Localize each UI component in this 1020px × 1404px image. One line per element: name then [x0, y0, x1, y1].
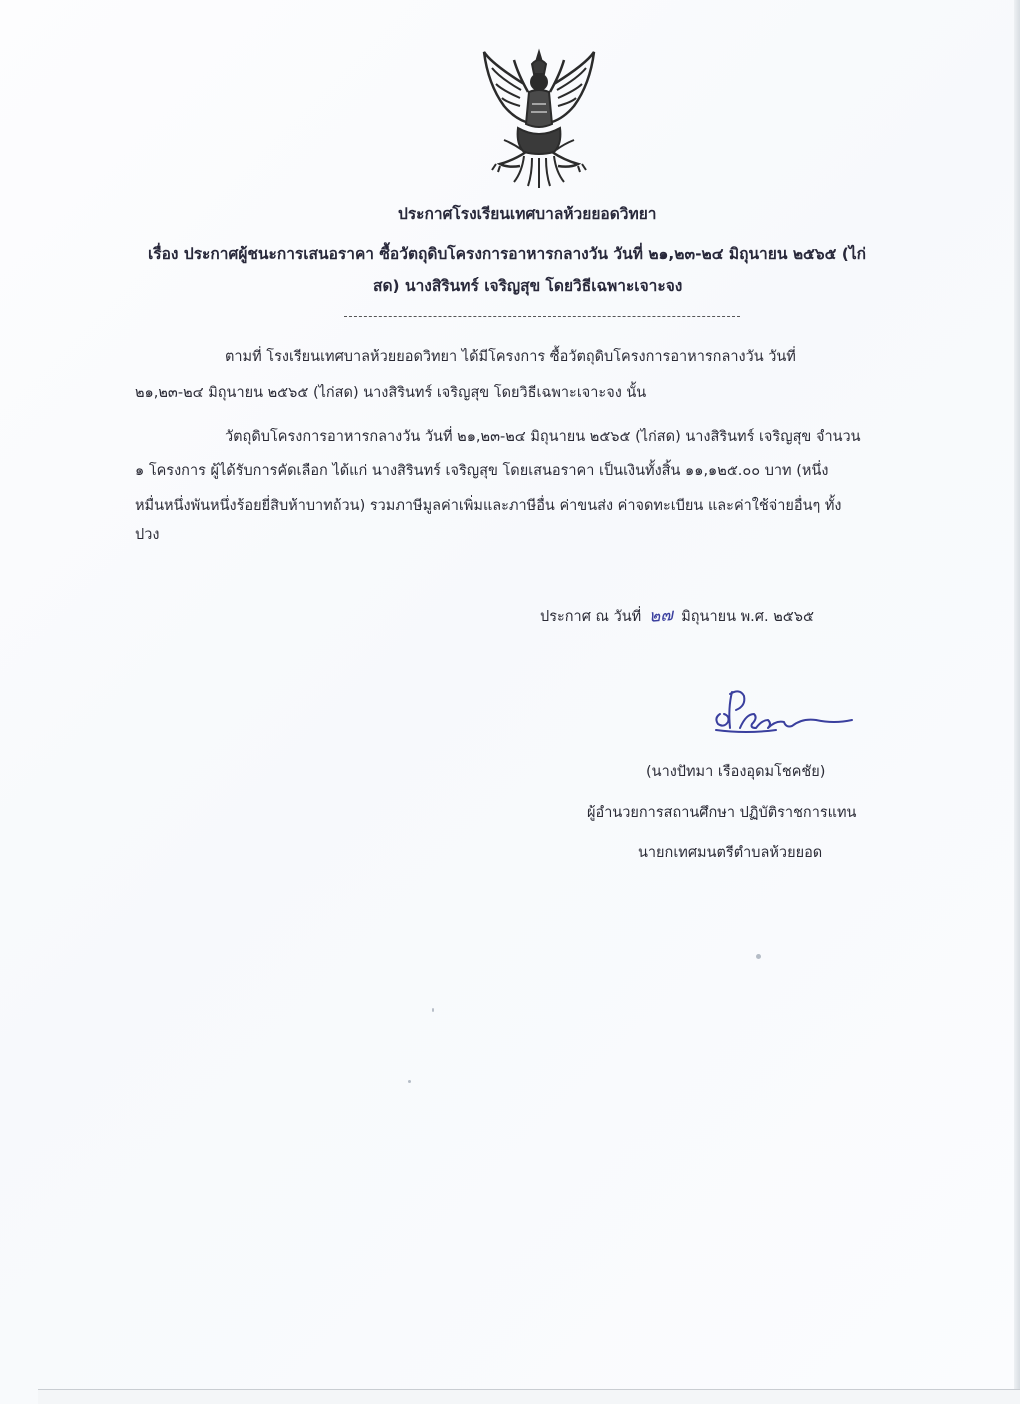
handwritten-signature-icon [706, 684, 858, 744]
scan-speck [756, 954, 761, 959]
divider-rule [344, 316, 740, 317]
date-suffix: มิถุนายน พ.ศ. ๒๕๖๕ [681, 609, 814, 625]
signer-name: (นางปัทมา เรืองอุดมโชคชัย) [646, 764, 826, 780]
document-title: ประกาศโรงเรียนเทศบาลห้วยยอดวิทยา [398, 205, 657, 223]
paragraph-2-line-4: ปวง [135, 527, 160, 543]
subject-line-2: สด) นางสิรินทร์ เจริญสุข โดยวิธีเฉพาะเจาะจง [373, 277, 683, 295]
subject-line-1: เรื่อง ประกาศผู้ชนะการเสนอราคา ซื้อวัตถุดิบโครงการอาหารกลางวัน วันที่ ๒๑,๒๓-๒๔ มิถุนายน ๒๕๖๕ (ไก่ [148, 245, 867, 263]
paragraph-1-line-1: ตามที่ โรงเรียนเทศบาลห้วยยอดวิทยา ได้มีโครงการ ซื้อวัตถุดิบโครงการอาหารกลางวัน วันที่ [225, 349, 796, 365]
scan-speck [408, 1080, 411, 1083]
date-day-handwritten: ๒๗ [648, 605, 674, 627]
paragraph-1-line-2: ๒๑,๒๓-๒๔ มิถุนายน ๒๕๖๕ (ไก่สด) นางสิรินทร์ เจริญสุข โดยวิธีเฉพาะเจาะจง นั้น [135, 385, 647, 401]
scan-speck [432, 1008, 434, 1012]
paragraph-2-line-3: หมื่นหนึ่งพันหนึ่งร้อยยี่สิบห้าบาทถ้วน) รวมภาษีมูลค่าเพิ่มและภาษีอื่น ค่าขนส่ง ค่าจดทะเบียน และค่าใช้จ่ายอื่นๆ ทั้ง [135, 498, 842, 514]
date-prefix: ประกาศ ณ วันที่ [540, 609, 642, 625]
garuda-emblem-icon [474, 44, 604, 190]
signer-position-2: นายกเทศมนตรีตำบลห้วยยอด [638, 845, 823, 861]
announcement-date [540, 602, 814, 629]
paragraph-2-line-1: วัตถุดิบโครงการอาหารกลางวัน วันที่ ๒๑,๒๓-๒๔ มิถุนายน ๒๕๖๕ (ไก่สด) นางสิรินทร์ เจริญสุข จำนวน [225, 429, 861, 445]
scan-edge-bottom [38, 1389, 1020, 1404]
scan-edge-right [1014, 0, 1020, 1404]
paragraph-2-line-2: ๑ โครงการ ผู้ได้รับการคัดเลือก ได้แก่ นางสิรินทร์ เจริญสุข โดยเสนอราคา เป็นเงินทั้งสิ้น ๑๑,๑๒๕.๐๐ บาท (หนึ่ง [135, 463, 829, 479]
signer-position-1: ผู้อำนวยการสถานศึกษา ปฏิบัติราชการแทน [587, 805, 857, 821]
